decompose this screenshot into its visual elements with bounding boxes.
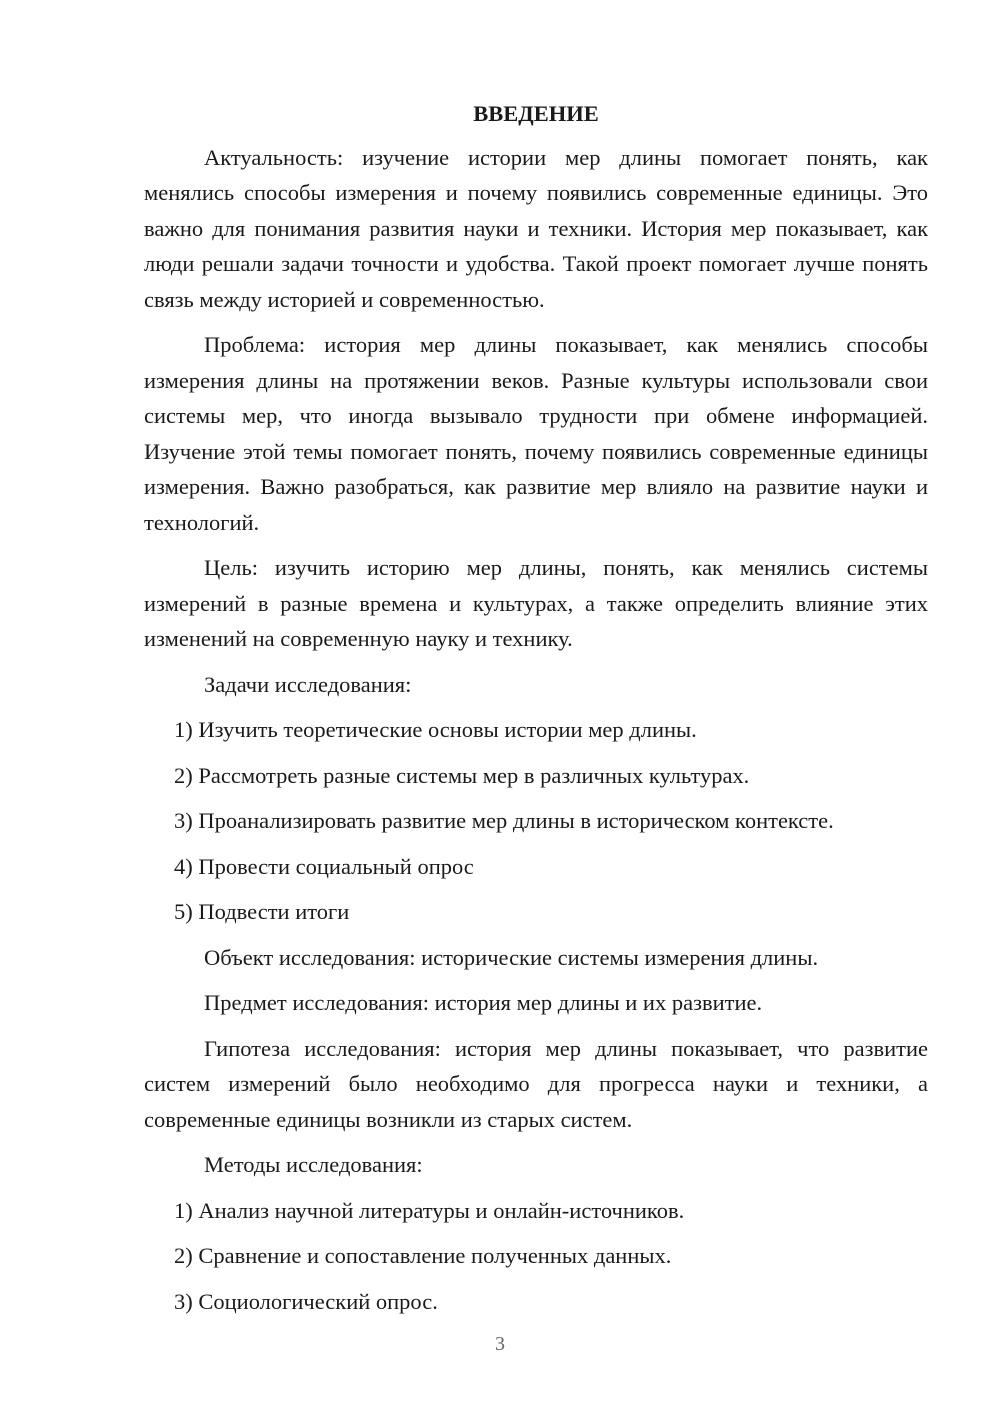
hypothesis-paragraph: Гипотеза исследования: история мер длины показывает, что развитие систем измерений было необходимо для прогресса науки и техники, а современные единицы возникли из старых систем. bbox=[144, 1035, 928, 1132]
methods-heading: Методы исследования: bbox=[204, 1152, 423, 1177]
method-item: 1) Анализ научной литературы и онлайн-источников. bbox=[174, 1197, 685, 1223]
page-number: 3 bbox=[495, 1333, 505, 1355]
problem-paragraph: Проблема: история мер длины показывает, как менялись способы измерения длины на протяжении веков. Разные культуры использовали свои системы мер, что иногда вызывало трудности при обмене информацией. Изучение этой темы помогает понять, почему появились современные единицы измерения. Важно разобраться, как развитие мер влияло на развитие науки и технологий. bbox=[144, 332, 928, 535]
task-item: 4) Провести социальный опрос bbox=[174, 853, 474, 879]
method-item: 3) Социологический опрос. bbox=[174, 1288, 438, 1314]
page-content bbox=[144, 96, 928, 1329]
relevance-paragraph: Актуальность: изучение истории мер длины помогает понять, как менялись способы измерения и почему появились современные единицы. Это важно для понимания развития науки и техники. История мер показывает, как люди решали задачи точности и удобства. Такой проект помогает лучше понять связь между историей и современностью. bbox=[144, 144, 928, 312]
tasks-heading: Задачи исследования: bbox=[204, 671, 412, 697]
task-item: 1) Изучить теоретические основы истории мер длины. bbox=[174, 717, 697, 742]
goal-paragraph: Цель: изучить историю мер длины, понять, как менялись системы измерений в разные времена и культурах, а также определить влияние этих изменений на современную науку и технику. bbox=[144, 555, 928, 651]
object-line: Объект исследования: исторические системы измерения длины. bbox=[204, 944, 819, 970]
task-item: 5) Подвести итоги bbox=[174, 899, 350, 924]
subject-line: Предмет исследования: история мер длины и их развитие. bbox=[204, 990, 763, 1015]
task-item: 2) Рассмотреть разные системы мер в различных культурах. bbox=[174, 762, 750, 788]
page-title: ВВЕДЕНИЕ bbox=[473, 101, 599, 126]
tasks-list bbox=[144, 712, 928, 930]
method-item: 2) Сравнение и сопоставление полученных данных. bbox=[174, 1243, 672, 1268]
methods-list bbox=[144, 1193, 928, 1320]
task-item: 3) Проанализировать развитие мер длины в историческом контексте. bbox=[174, 808, 834, 833]
